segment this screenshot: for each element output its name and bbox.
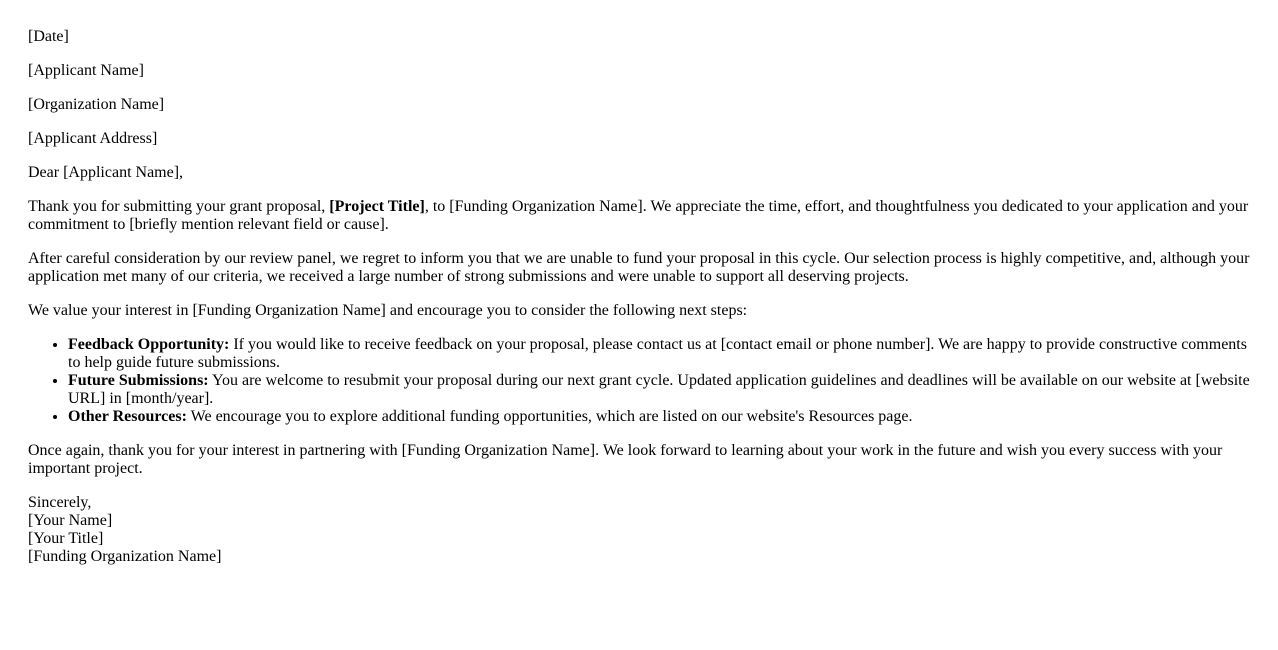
sign-off: Sincerely, — [28, 494, 92, 511]
salutation: Dear [Applicant Name], — [28, 164, 184, 181]
paragraph-intro-lead: Thank you for submitting your grant proposal, — [28, 198, 330, 215]
applicant-name: [Applicant Name] — [28, 62, 144, 79]
list-item-text: You are welcome to resubmit your proposal during our next grant cycle. Updated application guidelines and deadlines will be available on our website at [website URL] in [month/year]. — [68, 372, 1250, 407]
signer-title: [Your Title] — [28, 530, 104, 547]
list-item-other-resources — [68, 408, 1250, 426]
list-item-title: Feedback Opportunity: — [68, 336, 230, 353]
paragraph-intro — [28, 198, 1250, 234]
list-item-title: Other Resources: — [68, 408, 187, 425]
list-item-text: If you would like to receive feedback on your proposal, please contact us at [contact email or phone number]. We are happy to provide constructive comments to help guide future submissions. — [68, 336, 1247, 371]
list-item-text: We encourage you to explore additional funding opportunities, which are listed on our website's Resources page. — [186, 408, 913, 425]
list-item-title: Future Submissions: — [68, 372, 209, 389]
paragraph-intro-rest: , to [Funding Organization Name]. We appreciate the time, effort, and thoughtfulness you dedicated to your application and your commitment to [briefly mention relevant field or cause]. — [28, 198, 1249, 233]
list-item-feedback — [68, 336, 1250, 372]
signer-organization: [Funding Organization Name] — [28, 548, 222, 565]
organization-name: [Organization Name] — [28, 96, 165, 113]
applicant-address: [Applicant Address] — [28, 130, 158, 147]
next-steps-list — [28, 336, 1250, 426]
letter-body — [28, 28, 1250, 566]
paragraph-decision: After careful consideration by our review panel, we regret to inform you that we are unable to fund your proposal in this cycle. Our selection process is highly competitive, and, although your application met many of our criteria, we received a large number of strong submissions and were unable to support all deserving projects. — [28, 250, 1250, 285]
signature-block — [28, 494, 1250, 566]
letter-date: [Date] — [28, 28, 69, 45]
paragraph-next-steps-intro: We value your interest in [Funding Organization Name] and encourage you to consider the following next steps: — [28, 302, 748, 319]
list-item-future-submissions — [68, 372, 1250, 408]
paragraph-closing: Once again, thank you for your interest in partnering with [Funding Organization Name]. We look forward to learning about your work in the future and wish you every success with your important project. — [28, 442, 1223, 477]
signer-name: [Your Name] — [28, 512, 113, 529]
project-title: [Project Title] — [329, 198, 425, 215]
